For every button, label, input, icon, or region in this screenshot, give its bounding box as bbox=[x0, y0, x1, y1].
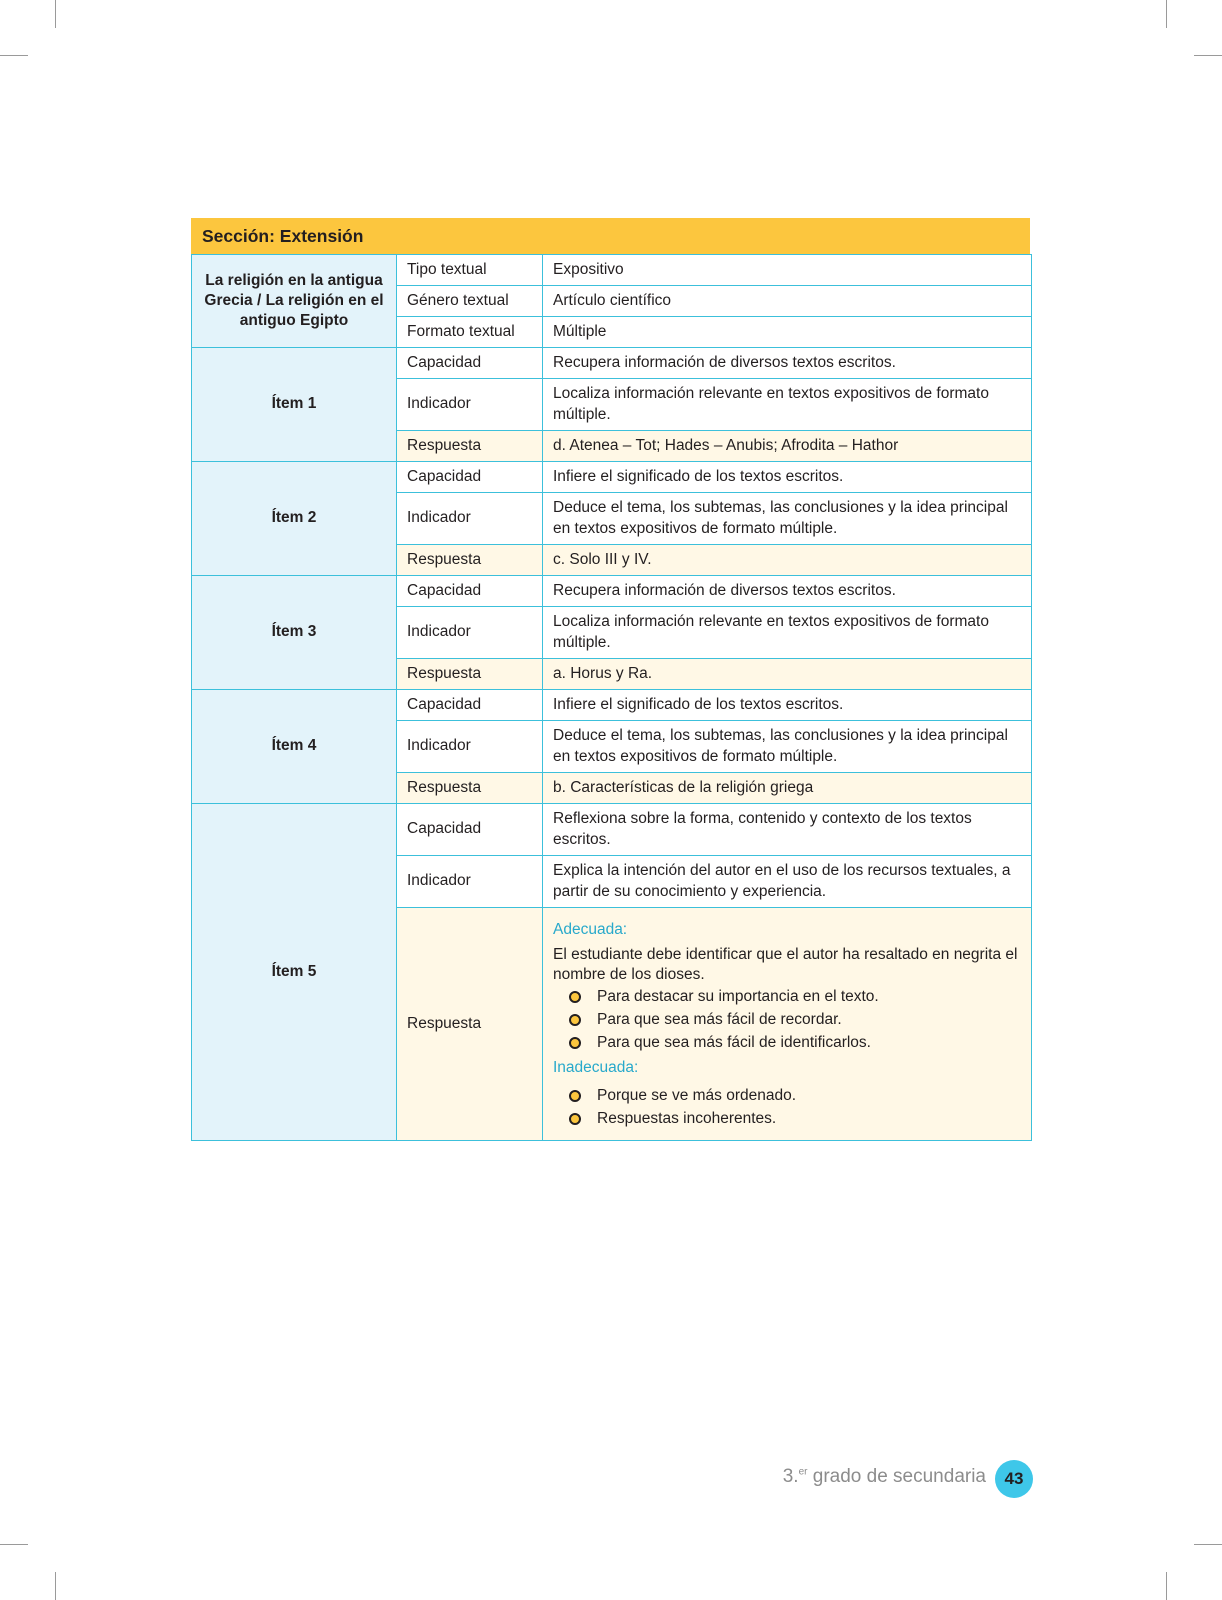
bullet-text: Para que sea más fácil de recordar. bbox=[597, 1011, 842, 1029]
capacidad-value: Recupera información de diversos textos escritos. bbox=[543, 348, 1032, 379]
meta-value: Expositivo bbox=[543, 255, 1032, 286]
respuesta-value: c. Solo III y IV. bbox=[543, 545, 1032, 576]
capacidad-label: Capacidad bbox=[397, 348, 543, 379]
item-label: Ítem 2 bbox=[192, 462, 397, 576]
list-item bbox=[569, 1008, 1021, 1031]
list-item bbox=[569, 1107, 1021, 1130]
table-row bbox=[192, 462, 1032, 493]
indicador-value: Localiza información relevante en textos expositivos de formato múltiple. bbox=[543, 607, 1032, 659]
adecuada-label: Adecuada: bbox=[553, 921, 628, 938]
capacidad-value: Recupera información de diversos textos escritos. bbox=[543, 576, 1032, 607]
evaluation-table bbox=[191, 254, 1032, 1141]
section-header bbox=[191, 218, 1030, 254]
section-title: Sección: Extensión bbox=[202, 225, 364, 246]
item-label: Ítem 5 bbox=[192, 804, 397, 1141]
page-number-badge bbox=[995, 1460, 1033, 1498]
adecuada-text: El estudiante debe identificar que el autor ha resaltado en negrita el nombre de los dioses. bbox=[553, 946, 1018, 984]
grade-text: grado de secundaria bbox=[807, 1466, 986, 1487]
list-item bbox=[569, 1084, 1021, 1107]
meta-label: Género textual bbox=[397, 286, 543, 317]
crop-mark bbox=[0, 55, 28, 56]
crop-mark bbox=[55, 0, 56, 28]
grade-number: 3. bbox=[782, 1466, 799, 1487]
bullet-icon bbox=[569, 1113, 581, 1125]
bullet-text: Para destacar su importancia en el texto. bbox=[597, 988, 879, 1006]
respuesta-label: Respuesta bbox=[397, 908, 543, 1141]
table-row bbox=[192, 576, 1032, 607]
crop-mark bbox=[55, 1572, 56, 1600]
item-label: Ítem 1 bbox=[192, 348, 397, 462]
crop-mark bbox=[1194, 55, 1222, 56]
respuesta-value bbox=[543, 908, 1032, 1141]
indicador-label: Indicador bbox=[397, 721, 543, 773]
capacidad-label: Capacidad bbox=[397, 804, 543, 856]
respuesta-label: Respuesta bbox=[397, 773, 543, 804]
item-label: Ítem 3 bbox=[192, 576, 397, 690]
capacidad-value: Infiere el significado de los textos escritos. bbox=[543, 462, 1032, 493]
crop-mark bbox=[0, 1544, 28, 1545]
indicador-value: Localiza información relevante en textos expositivos de formato múltiple. bbox=[543, 379, 1032, 431]
indicador-value: Deduce el tema, los subtemas, las conclusiones y la idea principal en textos expositivos de formato múltiple. bbox=[543, 721, 1032, 773]
table-row bbox=[192, 255, 1032, 286]
text-title: La religión en la antigua Grecia / La religión en el antiguo Egipto bbox=[192, 255, 397, 348]
capacidad-label: Capacidad bbox=[397, 690, 543, 721]
capacidad-value: Reflexiona sobre la forma, contenido y contexto de los textos escritos. bbox=[543, 804, 1032, 856]
bullet-icon bbox=[569, 991, 581, 1003]
table-row bbox=[192, 804, 1032, 856]
grade-superscript: er bbox=[798, 1466, 808, 1478]
capacidad-label: Capacidad bbox=[397, 576, 543, 607]
bullet-icon bbox=[569, 1090, 581, 1102]
meta-label: Tipo textual bbox=[397, 255, 543, 286]
list-item bbox=[569, 1031, 1021, 1054]
bullet-text: Respuestas incoherentes. bbox=[597, 1109, 777, 1127]
adecuada-list bbox=[569, 985, 1021, 1054]
crop-mark bbox=[1166, 1572, 1167, 1600]
table-row bbox=[192, 348, 1032, 379]
meta-value: Múltiple bbox=[543, 317, 1032, 348]
inadecuada-list bbox=[569, 1084, 1021, 1130]
meta-label: Formato textual bbox=[397, 317, 543, 348]
bullet-text: Porque se ve más ordenado. bbox=[597, 1086, 797, 1104]
respuesta-value: d. Atenea – Tot; Hades – Anubis; Afrodita – Hathor bbox=[543, 431, 1032, 462]
capacidad-value: Infiere el significado de los textos escritos. bbox=[543, 690, 1032, 721]
bullet-text: Para que sea más fácil de identificarlos. bbox=[597, 1034, 871, 1052]
table-row bbox=[192, 690, 1032, 721]
crop-mark bbox=[1194, 1544, 1222, 1545]
meta-value: Artículo científico bbox=[543, 286, 1032, 317]
respuesta-label: Respuesta bbox=[397, 659, 543, 690]
respuesta-label: Respuesta bbox=[397, 545, 543, 576]
list-item bbox=[569, 985, 1021, 1008]
grade-label bbox=[783, 1466, 986, 1488]
indicador-label: Indicador bbox=[397, 856, 543, 908]
crop-mark bbox=[1166, 0, 1167, 28]
respuesta-value: b. Características de la religión griega bbox=[543, 773, 1032, 804]
indicador-label: Indicador bbox=[397, 607, 543, 659]
indicador-value: Explica la intención del autor en el uso de los recursos textuales, a partir de su conocimiento y experiencia. bbox=[543, 856, 1032, 908]
inadecuada-label: Inadecuada: bbox=[553, 1059, 639, 1077]
item-label: Ítem 4 bbox=[192, 690, 397, 804]
respuesta-value: a. Horus y Ra. bbox=[543, 659, 1032, 690]
respuesta-label: Respuesta bbox=[397, 431, 543, 462]
bullet-icon bbox=[569, 1014, 581, 1026]
capacidad-label: Capacidad bbox=[397, 462, 543, 493]
bullet-icon bbox=[569, 1037, 581, 1049]
indicador-label: Indicador bbox=[397, 493, 543, 545]
page-number: 43 bbox=[1004, 1469, 1024, 1488]
indicador-value: Deduce el tema, los subtemas, las conclusiones y la idea principal en textos expositivos de formato múltiple. bbox=[543, 493, 1032, 545]
indicador-label: Indicador bbox=[397, 379, 543, 431]
